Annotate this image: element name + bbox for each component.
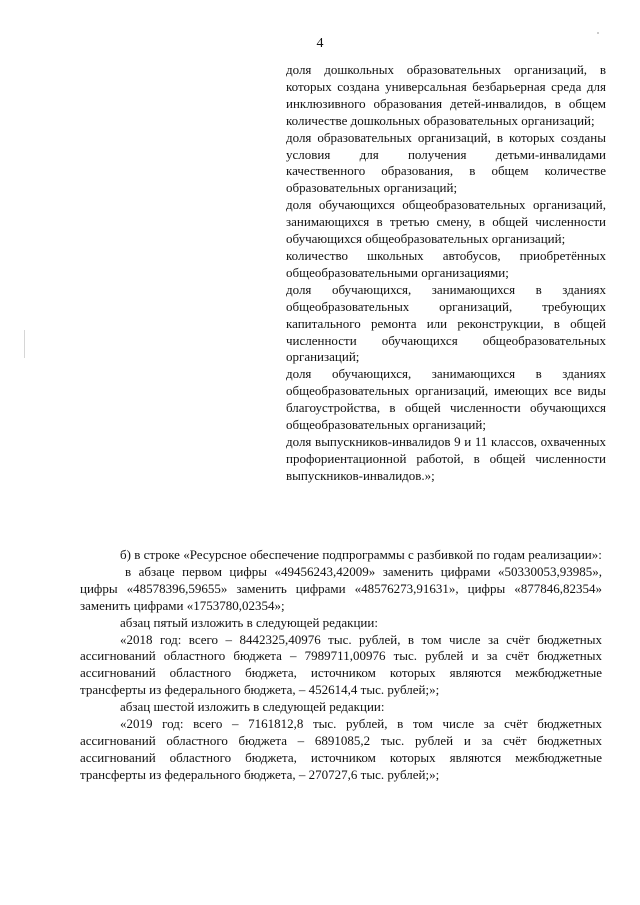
page-number: 4	[316, 36, 324, 51]
paragraph-resources-line: б) в строке «Ресурсное обеспечение подпрограммы с разбивкой по годам реализации»:	[120, 547, 602, 562]
paragraph-2018: «2018 год: всего – 8442325,40976 тыс. рублей, в том числе за счёт бюджетных ассигнований областного бюджета – 7989711,00976 тыс. рублей и за счёт бюджетных ассигнований областного бюджета, источником которых являются межбюджетные трансферты из федерального бюджета, – 452614,4 тыс. рублей;»;	[80, 631, 602, 698]
paragraph-fifth-abzac-heading: абзац пятый изложить в следующей редакции:	[120, 614, 378, 630]
scan-margin-mark	[24, 330, 25, 358]
scan-speck	[597, 32, 599, 34]
indicator-item: доля выпускников-инвалидов 9 и 11 классов, охваченных профориентационной работой, в общей численности выпускников-инвалидов.»;	[286, 433, 606, 483]
main-text	[80, 547, 602, 784]
indicator-list	[286, 62, 606, 485]
paragraph-2019: «2019 год: всего – 7161812,8 тыс. рублей, в том числе за счёт бюджетных ассигнований областного бюджета – 6891085,2 тыс. рублей и за счёт бюджетных ассигнований областного бюджета, источником которых являются межбюджетные трансферты из федерального бюджета, – 270727,6 тыс. рублей;»;	[80, 716, 602, 782]
paragraph-sixth-abzac-heading: абзац шестой изложить в следующей редакции:	[120, 699, 385, 715]
indicator-item: доля обучающихся, занимающихся в зданиях общеобразовательных организаций, требующих капитального ремонта или реконструкции, в общей численности обучающихся общеобразовательных организаций;	[286, 281, 606, 365]
indicator-item: доля обучающихся общеобразовательных организаций, занимающихся в третью смену, в общей численности обучающихся общеобразовательных организаций;	[286, 197, 606, 247]
indicator-item: количество школьных автобусов, приобретённых общеобразовательными организациями;	[286, 247, 606, 280]
indicator-item: доля образовательных организаций, в которых созданы условия для получения детьми-инвалидами качественного образования, в общем количестве образовательных организаций;	[286, 129, 606, 196]
indicator-item: доля дошкольных образовательных организаций, в которых создана универсальная безбарьерная среда для инклюзивного образования детей-инвалидов, в общем количестве дошкольных образовательных организаций;	[286, 62, 606, 128]
paragraph-first-abzac: в абзаце первом цифры «49456243,42009» заменить цифрами «50330053,93985», цифры «48578396,59655» заменить цифрами «48576273,91631», цифры «877846,82354» заменить цифрами «1753780,02354»;	[80, 563, 602, 613]
indicator-item: доля обучающихся, занимающихся в зданиях общеобразовательных организаций, имеющих все виды благоустройства, в общей численности обучающихся общеобразовательных организаций;	[286, 366, 606, 433]
